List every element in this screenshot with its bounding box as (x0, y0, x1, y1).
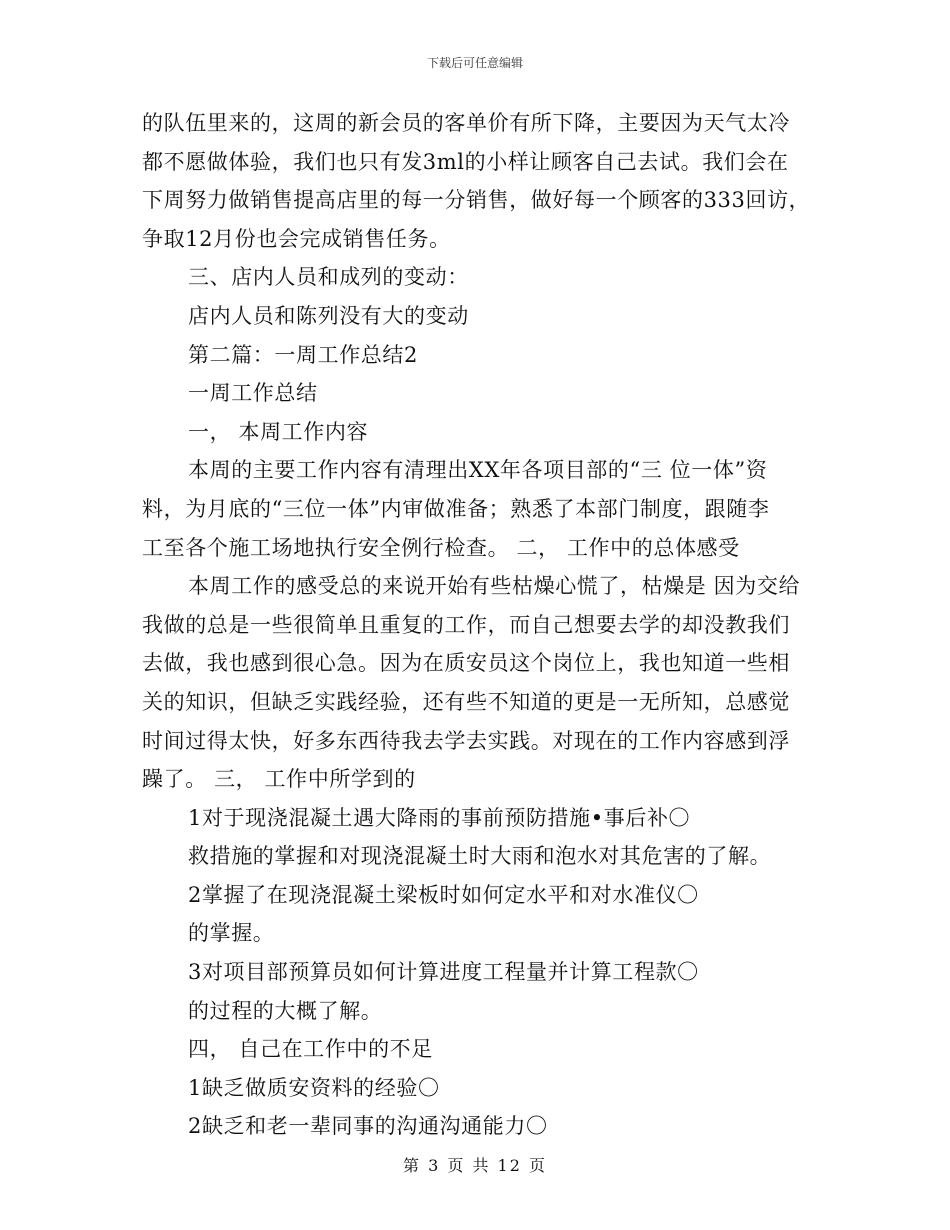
body-line: 争取12月份也会完成销售任务。 (142, 226, 451, 251)
body-line: 的队伍里来的，这周的新会员的客单价有所下降，主要因为天气太冷 (142, 111, 790, 135)
section-heading: 一周工作总结 (188, 381, 318, 406)
section-heading: 三、店内人员和成列的变动： (188, 265, 469, 290)
list-item: 1缺乏做质安资料的经验〇 (188, 1075, 440, 1100)
list-item: 3对项目部预算员如何计算进度工程量并计算工程款〇 (188, 960, 699, 985)
body-line: 本周工作的感受总的来说开始有些枯燥心慌了，枯燥是 因为交给 (188, 574, 801, 599)
body-line: 本周的主要工作内容有清理出XX年各项目部的“三 位一体”资 (188, 458, 768, 483)
body-line: 都不愿做体验，我们也只有发3ml的小样让顾客自己去试。我们会在 (142, 149, 789, 174)
section-heading: 第二篇：一周工作总结2 (188, 342, 418, 367)
body-line: 时间过得太快，好多东西待我去学去实践。对现在的工作内容感到浮 (142, 728, 790, 753)
body-line: 去做，我也感到很心急。因为在质安员这个岗位上，我也知道一些相 (142, 651, 790, 676)
list-item: 救措施的掌握和对现浇混凝土时大雨和泡水对其危害的了解。 (188, 844, 772, 869)
body-line: 下周努力做销售提高店里的每一分销售，做好每一个顾客的333回访， (142, 188, 811, 213)
page-footer: 第 3 页 共 12 页 (403, 1156, 547, 1175)
list-item: 的过程的大概了解。 (188, 998, 383, 1023)
page-header: 下载后可任意编辑 (426, 56, 523, 70)
body-line: 躁了。 三， 工作中所学到的 (142, 767, 416, 792)
body-line: 我做的总是一些很简单且重复的工作，而自己想要去学的却没教我们 (142, 612, 790, 637)
document-body (142, 104, 817, 1146)
section-heading: 一， 本周工作内容 (188, 419, 369, 444)
list-item: 的掌握。 (188, 921, 275, 946)
list-item: 1对于现浇混凝土遇大降雨的事前预防措施•事后补〇 (188, 805, 691, 830)
body-line: 工至各个施工场地执行安全例行检查。 二， 工作中的总体感受 (142, 535, 740, 560)
list-item: 2掌握了在现浇混凝土梁板时如何定水平和对水准仪〇 (188, 882, 699, 907)
section-heading: 四， 自己在工作中的不足 (188, 1037, 433, 1062)
body-line: 店内人员和陈列没有大的变动 (188, 303, 469, 328)
body-line: 关的知识，但缺乏实践经验，还有些不知道的更是一无所知，总感觉 (142, 689, 790, 714)
body-line: 料，为月底的“三位一体”内审做准备；熟悉了本部门制度，跟随李 (142, 496, 770, 521)
list-item: 2缺乏和老一辈同事的沟通沟通能力〇 (188, 1114, 548, 1139)
